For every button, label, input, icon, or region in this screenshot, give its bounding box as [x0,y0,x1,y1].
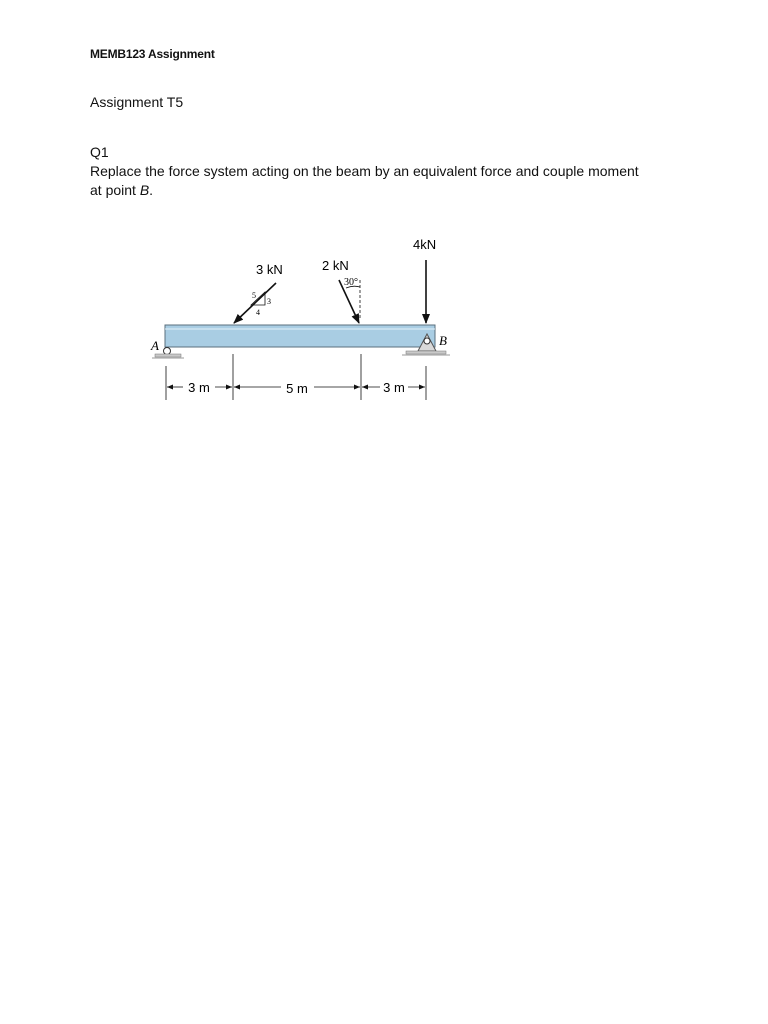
force-3kn-label: 3 kN [256,262,283,277]
beam [165,325,435,347]
force-4kn-label: 4kN [413,237,437,252]
beam-figure [140,230,470,415]
dim-3m-left: 3 m [188,380,210,395]
question-point: B [139,182,150,198]
point-b-label: B [439,333,447,348]
assignment-title: Assignment T5 [90,94,184,110]
force-2kn-label: 2 kN [322,258,349,273]
question-text-end: . [149,182,154,198]
beam-diagram [140,230,470,410]
slope-vert-label: 3 [267,297,271,306]
dim-5m: 5 m [286,381,308,396]
point-a-label: A [151,338,159,353]
question-number: Q1 [90,144,109,160]
angle-label: 30° [344,277,358,288]
dim-3m-right: 3 m [383,380,405,395]
question-text-body: Replace the force system acting on the beam by an equivalent force and couple moment at point [90,163,639,198]
question-text [90,162,650,200]
document-header: MEMB123 Assignment [90,47,215,61]
slope-horiz-label: 4 [256,308,260,317]
slope-hyp-label: 5 [252,291,256,300]
